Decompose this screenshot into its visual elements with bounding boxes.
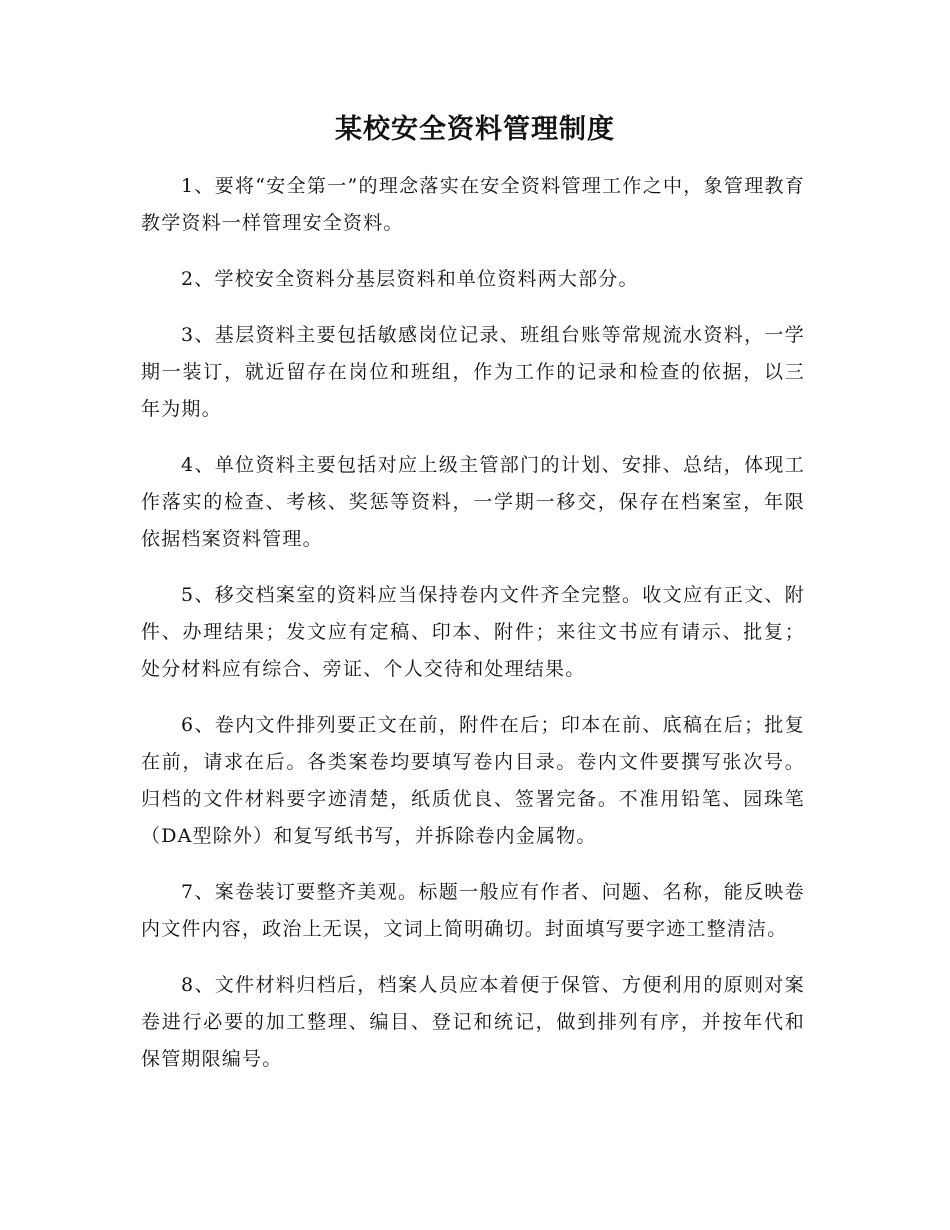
paragraph-1: 1、要将“安全第一”的理念落实在安全资料管理工作之中，象管理教育教学资料一样管理安全资料。: [141, 175, 805, 234]
paragraph-3: 3、基层资料主要包括敏感岗位记录、班组台账等常规流水资料，一学期一装订，就近留存在岗位和班组，作为工作的记录和检查的依据，以三年为期。: [141, 324, 805, 420]
paragraph-7: 7、案卷装订要整齐美观。标题一般应有作者、问题、名称，能反映卷内文件内容，政治上无误，文词上简明确切。封面填写要字迹工整清洁。: [141, 881, 805, 940]
paragraph-2: 2、学校安全资料分基层资料和单位资料两大部分。: [181, 268, 639, 290]
document-body: [141, 168, 805, 1097]
paragraph-6: 6、卷内文件排列要正文在前，附件在后；印本在前、底稿在后；批复在前，请求在后。各类案卷均要填写卷内目录。卷内文件要撰写张次号。归档的文件材料要字迹清楚，纸质优良、签署完备。不准用铅笔、园珠笔（DA型除外）和复写纸书写，并拆除卷内金属物。: [141, 714, 805, 847]
paragraph-4: 4、单位资料主要包括对应上级主管部门的计划、安排、总结，体现工作落实的检查、考核、奖惩等资料，一学期一移交，保存在档案室，年限依据档案资料管理。: [141, 454, 805, 550]
paragraph-5: 5、移交档案室的资料应当保持卷内文件齐全完整。收文应有正文、附件、办理结果；发文应有定稿、印本、附件；来往文书应有请示、批复；处分材料应有综合、旁证、个人交待和处理结果。: [141, 584, 805, 680]
document-title: 某校安全资料管理制度: [335, 114, 615, 145]
paragraph-8: 8、文件材料归档后，档案人员应本着便于保管、方便利用的原则对案卷进行必要的加工整理、编目、登记和统记，做到排列有序，并按年代和保管期限编号。: [141, 974, 805, 1070]
